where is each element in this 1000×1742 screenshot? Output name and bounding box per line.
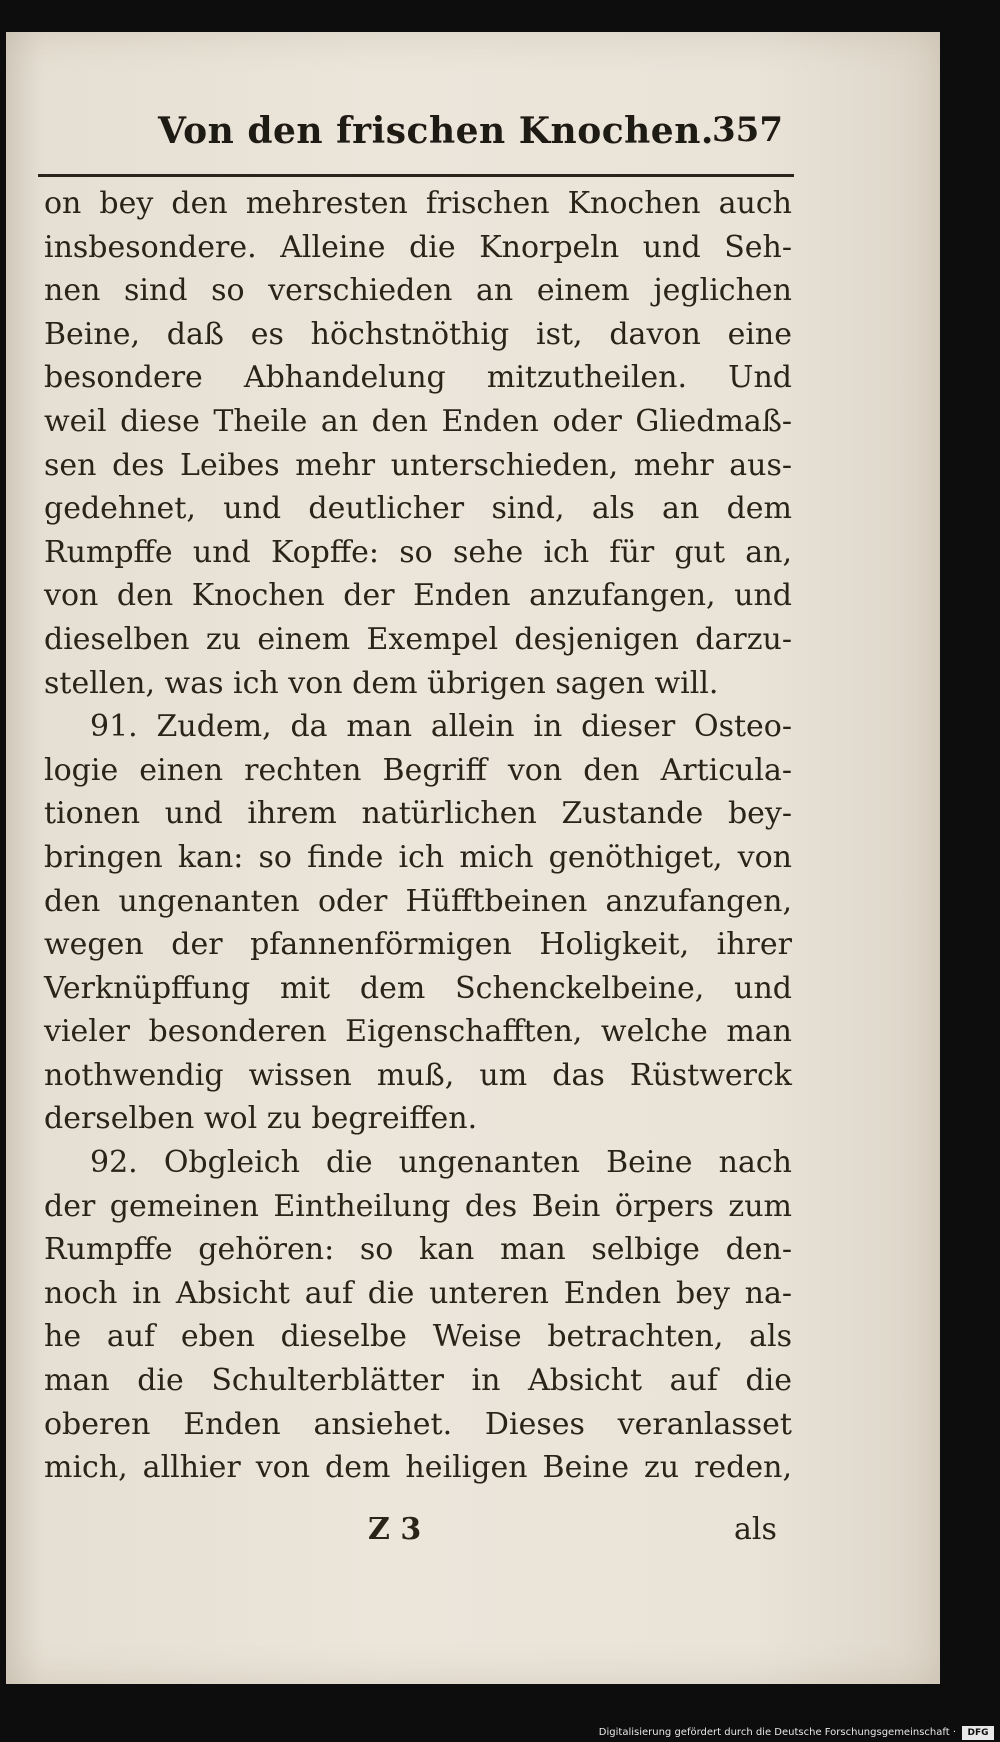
text-line: nothwendig wissen muß, um das Rüstwerck xyxy=(44,1057,792,1093)
text-line: dieselben zu einem Exempel desjenigen darzu- xyxy=(44,621,792,657)
dfg-logo: DFG xyxy=(962,1726,994,1740)
body-text xyxy=(44,182,792,1490)
text-line: von den Knochen der Enden anzufangen, und xyxy=(44,578,792,614)
page-number: 357 xyxy=(712,110,783,150)
text-line: den ungenanten oder Hüfftbeinen anzufangen, xyxy=(44,883,792,919)
header-rule xyxy=(38,174,794,177)
text-line: on bey den mehresten frischen Knochen auch xyxy=(44,186,792,221)
text-line: nen sind so verschieden an einem jeglichen xyxy=(44,273,792,309)
text-line: logie einen rechten Begriff von den Articula- xyxy=(44,752,792,788)
text-line: oberen Enden ansiehet. Dieses veranlasset xyxy=(44,1406,792,1442)
text-line: wegen der pfannenförmigen Holigkeit, ihrer xyxy=(44,927,792,963)
text-line: besondere Abhandelung mitzutheilen. Und xyxy=(44,360,792,396)
text-line: mich, allhier von dem heiligen Beine zu reden, xyxy=(44,1450,792,1486)
text-line: derselben wol zu begreiffen. xyxy=(44,1101,478,1137)
text-line: weil diese Theile an den Enden oder Gliedmaß- xyxy=(44,403,792,439)
text-line: man die Schulterblätter in Absicht auf die xyxy=(44,1363,792,1399)
text-line: gedehnet, und deutlicher sind, als an dem xyxy=(44,491,792,527)
page-footer xyxy=(6,1512,940,1562)
text-line: stellen, was ich von dem übrigen sagen will. xyxy=(44,665,719,701)
signature-mark: Z 3 xyxy=(368,1512,422,1547)
text-line: noch in Absicht auf die unteren Enden bey na- xyxy=(44,1275,792,1311)
text-line: der gemeinen Eintheilung des Bein örpers zum xyxy=(44,1188,792,1224)
paragraph-92-start: 92. Obgleich die ungenanten Beine nach xyxy=(90,1145,792,1181)
text-line: Rumpffe gehören: so kan man selbige den- xyxy=(44,1232,792,1268)
text-line: bringen kan: so finde ich mich genöthiget, von xyxy=(44,839,792,875)
text-line: Rumpffe und Kopffe: so sehe ich für gut an, xyxy=(44,534,792,570)
paragraph-91-start: 91. Zudem, da man allein in dieser Osteo- xyxy=(90,709,792,745)
text-line: sen des Leibes mehr unterschieden, mehr aus- xyxy=(44,447,792,483)
text-line: he auf eben dieselbe Weise betrachten, als xyxy=(44,1319,792,1355)
text-line: Beine, daß es höchstnöthig ist, davon eine xyxy=(44,316,792,352)
digitization-credit: Digitalisierung gefördert durch die Deutsche Forschungsgemeinschaft · xyxy=(598,1727,956,1738)
text-line: insbesondere. Alleine die Knorpeln und Seh- xyxy=(44,229,792,265)
book-page xyxy=(6,32,940,1684)
page-header xyxy=(6,110,940,170)
text-line: vieler besonderen Eigenschafften, welche man xyxy=(44,1014,792,1050)
catchword: als xyxy=(734,1512,777,1547)
text-line: Verknüpffung mit dem Schenckelbeine, und xyxy=(44,970,792,1006)
text-line: tionen und ihrem natürlichen Zustande bey- xyxy=(44,796,792,832)
running-title: Von den frischen Knochen. xyxy=(158,110,714,152)
